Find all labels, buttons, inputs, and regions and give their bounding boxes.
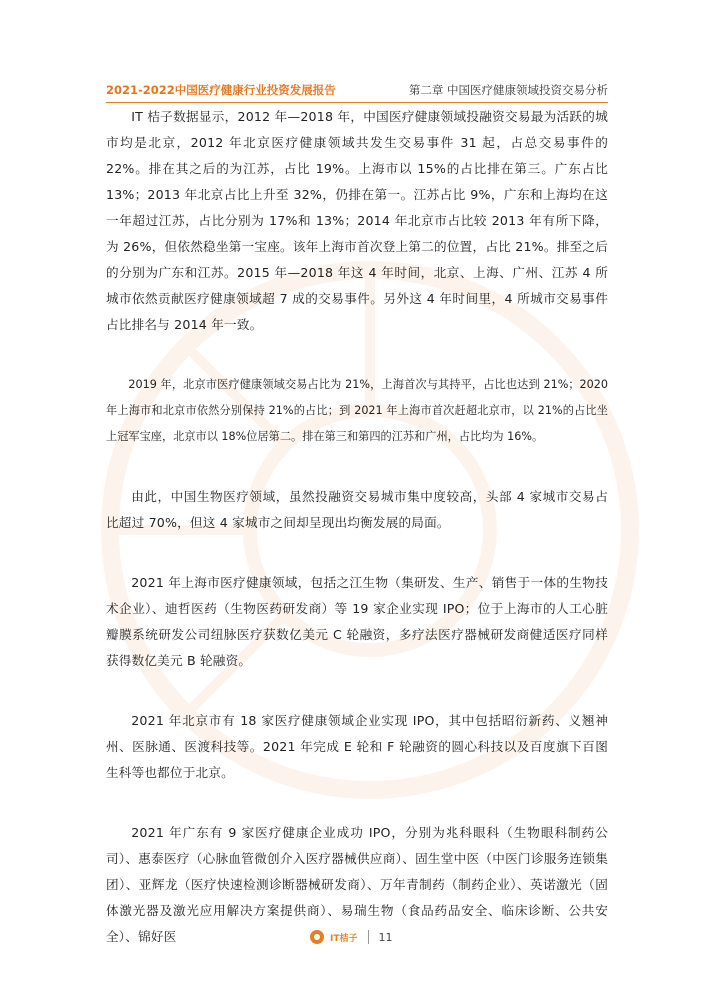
footer-logo-text: IT桔子 — [330, 933, 358, 944]
itjuzi-logo-icon — [310, 930, 324, 944]
page-footer — [310, 930, 393, 944]
report-title: 2021-2022中国医疗健康行业投资发展报告 — [106, 83, 336, 97]
paragraph-3: 由此，中国生物医疗领域，虽然投融资交易城市集中度较高，头部 4 家城市交易占比超过 70%，但这 4 家城市之间却呈现出均衡发展的局面。 — [106, 489, 608, 530]
chapter-title: 第二章 中国医疗健康领域投资交易分析 — [408, 83, 608, 97]
page-header — [106, 76, 608, 103]
paragraph-1: IT 桔子数据显示，2012 年—2018 年，中国医疗健康领域投融资交易最为活跃的城市均是北京，2012 年北京医疗健康领域共发生交易事件 31 起，占总交易事件的 22%。排在其之后的为江苏，占比 19%。上海市以 15%的占比排在第三。广东占比 13%；2013 年北京占比上升至 32%，仍排在第一。江苏占比 9%，广东和上海均在这一年超过江苏，占比分别为 17%和 13%；2014 年北京市占比较 2013 年有所下降，为 26%，但依然稳坐第一宝座。该年上海市首次登上第二的位置，占比 21%。排至之后的分别为广东和江苏。2015 年—2018 年这 4 年时间，北京、上海、广州、江苏 4 所城市依然贡献医疗健康领域超 7 成的交易事件。另外这 4 年时间里，4 所城市交易事件占比排名与 2014 年一致。 — [106, 109, 608, 332]
body-content — [106, 104, 608, 984]
paragraph-2: 2019 年，北京市医疗健康领域交易占比为 21%，上海首次与其持平，占比也达到 21%；2020 年上海市和北京市依然分别保持 21%的占比；到 2021 年上海市首次赶超北京市，以 21%的占比坐上冠军宝座，北京市以 18%位居第二。排在第三和第四的江苏和广州，占比均为 16%。 — [106, 378, 608, 443]
page-number: 11 — [378, 930, 393, 944]
paragraph-4: 2021 年上海市医疗健康领域，包括之江生物（集研发、生产、销售于一体的生物技术企业）、迪哲医药（生物医药研发商）等 19 家企业实现 IPO；位于上海市的人工心脏瓣膜系统研发公司纽脉医疗获数亿美元 C 轮融资，多疗法医疗器械研发商健适医疗同样获得数亿美元 B 轮融资。 — [106, 575, 608, 668]
paragraph-5: 2021 年北京市有 18 家医疗健康领域企业实现 IPO，其中包括昭衍新药、义翘神州、医脉通、医渡科技等。2021 年完成 E 轮和 F 轮融资的圆心科技以及百度旗下百图生科等也都位于北京。 — [106, 713, 608, 780]
paragraph-6: 2021 年广东有 9 家医疗健康企业成功 IPO，分别为兆科眼科（生物眼科制药公司）、惠泰医疗（心脉血管微创介入医疗器械供应商）、固生堂中医（中医门诊服务连锁集团）、亚辉龙（医疗快速检测诊断器械研发商）、万年青制药（制药企业）、英诺激光（固体激光器及激光应用解决方案提供商）、易瑞生物（食品药品安全、临床诊断、公共安全）、锦好医 — [106, 825, 608, 944]
footer-divider — [368, 930, 369, 944]
